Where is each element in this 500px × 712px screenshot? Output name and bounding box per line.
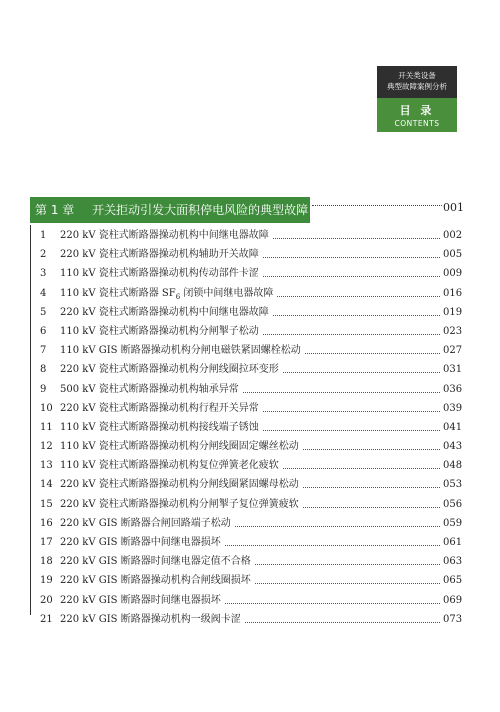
toc-entry-number: 4	[40, 287, 47, 299]
toc-entry[interactable]	[30, 264, 470, 283]
toc-entry-page: 048	[443, 460, 463, 472]
toc-leader-dots	[277, 296, 440, 297]
toc-leader-dots	[235, 526, 440, 527]
toc-entry-number: 11	[40, 421, 53, 433]
toc-entry[interactable]	[30, 475, 470, 494]
series-header	[377, 66, 457, 132]
toc-entry[interactable]	[30, 533, 470, 552]
toc-entry-page: 005	[443, 249, 463, 261]
toc-entry-title: 220 kV GIS 断路器中间继电器损坏	[60, 537, 221, 548]
toc-leader-dots	[303, 449, 440, 450]
toc-leader-dots	[255, 564, 440, 565]
toc-entry[interactable]	[30, 303, 470, 322]
toc-entry-title: 220 kV GIS 断路器时间继电器定值不合格	[60, 556, 251, 568]
chapter-page-number: 001	[443, 201, 464, 214]
toc-entry-title: 220 kV 瓷柱式断路器操动机构分闸掣子复位弹簧疲软	[60, 498, 299, 510]
toc-entry-number: 12	[40, 441, 53, 453]
toc-entry-number: 7	[40, 345, 47, 357]
toc-entry[interactable]	[30, 571, 470, 590]
toc-entry-page: 061	[443, 537, 463, 548]
toc-entry-number: 17	[40, 537, 53, 548]
toc-leader-dots	[303, 487, 440, 488]
toc-entry-number: 13	[40, 460, 53, 472]
toc-entry[interactable]	[30, 437, 470, 456]
toc-entry-number: 9	[40, 383, 47, 395]
toc-leader-dots	[225, 545, 440, 546]
toc-subtitle: CONTENTS	[394, 119, 440, 128]
toc-entry-page: 009	[443, 268, 463, 280]
toc-title-block	[377, 98, 457, 132]
toc-entry-title: 220 kV GIS 断路器操动机构一级阀卡涩	[60, 613, 241, 625]
toc-entry[interactable]	[30, 552, 470, 571]
toc-entry-title: 220 kV GIS 断路器操动机构合闸线圈损坏	[60, 575, 251, 587]
series-title-line1: 开关类设备	[398, 71, 436, 80]
toc-entry-page: 039	[443, 402, 463, 414]
toc-entry-title: 220 kV 瓷柱式断路器操动机构分闸线圈紧固螺母松动	[60, 479, 299, 491]
toc-leader-dots	[273, 238, 440, 239]
toc-entry-page: 027	[443, 345, 463, 357]
toc-entry[interactable]	[30, 226, 470, 245]
chapter-leader-dots	[312, 205, 442, 206]
toc-leader-dots	[225, 603, 440, 604]
toc-leader-dots	[283, 372, 440, 373]
toc-entry-page: 002	[443, 230, 463, 241]
chapter-heading[interactable]	[30, 197, 310, 223]
toc-entry-page: 031	[443, 364, 463, 376]
toc-entry-page: 056	[443, 498, 463, 510]
toc-entry-title: 110 kV 瓷柱式断路器操动机构接线端子锈蚀	[60, 421, 259, 433]
toc-entry-page: 041	[443, 421, 463, 433]
series-title-block	[377, 66, 457, 98]
toc-entry-page: 016	[443, 287, 463, 299]
toc-title: 目 录	[399, 104, 435, 117]
toc-entry[interactable]	[30, 322, 470, 341]
toc-entry[interactable]	[30, 418, 470, 437]
toc-leader-dots	[283, 468, 440, 469]
toc-entry-title: 110 kV 瓷柱式断路器 $SF_6$ 闭锁中间继电器故障	[60, 287, 274, 301]
toc-leader-dots	[245, 622, 440, 623]
series-title-line2: 典型故障案例分析	[387, 82, 447, 91]
toc-entry[interactable]	[30, 514, 470, 533]
toc-entry-title: 110 kV 瓷柱式断路器操动机构复位弹簧老化疲软	[60, 460, 279, 472]
toc-entry-page: 023	[443, 325, 463, 337]
toc-leader-dots	[255, 583, 440, 584]
toc-entry-number: 6	[40, 325, 47, 337]
toc-entry-page: 053	[443, 479, 463, 491]
toc-entry-number: 5	[40, 306, 47, 318]
toc-entry-number: 19	[40, 575, 53, 587]
toc-entry[interactable]	[30, 456, 470, 475]
toc-entry[interactable]	[30, 245, 470, 264]
toc-entry[interactable]	[30, 591, 470, 610]
toc-entry-page: 059	[443, 517, 463, 529]
toc-entry-number: 10	[40, 402, 53, 414]
toc-entry-title: 110 kV 瓷柱式断路器操动机构分闸掣子松动	[60, 325, 259, 337]
toc-entry-number: 3	[40, 268, 47, 280]
toc-entry-title: 220 kV 瓷柱式断路器操动机构分闸线圈拉环变形	[60, 364, 279, 376]
toc-leader-dots	[243, 392, 440, 393]
toc-entry-page: 063	[443, 556, 463, 568]
chapter-number: 第 1 章	[35, 203, 75, 217]
toc-entry-page: 073	[443, 613, 463, 625]
toc-entry-number: 16	[40, 517, 53, 529]
toc-entry-title: 110 kV GIS 断路器操动机构分闸电磁铁紧固螺栓松动	[60, 345, 301, 357]
toc-leader-dots	[263, 334, 440, 335]
toc-entry[interactable]	[30, 495, 470, 514]
toc-entry-title: 220 kV 瓷柱式断路器操动机构辅助开关故障	[60, 249, 259, 261]
toc-entry-number: 21	[40, 613, 53, 625]
toc-entry[interactable]	[30, 380, 470, 399]
toc-entry-number: 2	[40, 249, 47, 261]
toc-leader-dots	[263, 276, 440, 277]
toc-entry-number: 18	[40, 556, 53, 568]
toc-entry-title: 220 kV GIS 断路器合闸回路端子松动	[60, 517, 231, 529]
toc-entry[interactable]	[30, 610, 470, 629]
toc-entry-title: 220 kV GIS 断路器时间继电器损坏	[60, 594, 221, 606]
toc-entry-number: 15	[40, 498, 53, 510]
toc-entry-title: 220 kV 瓷柱式断路器操动机构行程开关异常	[60, 402, 259, 414]
toc-entry-page: 019	[443, 306, 463, 318]
toc-entry-page: 036	[443, 383, 463, 395]
toc-entry-number: 14	[40, 479, 53, 491]
toc-entry[interactable]	[30, 284, 470, 303]
toc-entry[interactable]	[30, 360, 470, 379]
toc-entry-list	[30, 226, 470, 629]
toc-entry-title: 220 kV 瓷柱式断路器操动机构中间继电器故障	[60, 306, 269, 318]
toc-leader-dots	[263, 257, 440, 258]
toc-entry-number: 8	[40, 364, 47, 376]
chapter-title: 开关拒动引发大面积停电风险的典型故障	[92, 203, 309, 217]
toc-leader-dots	[305, 353, 440, 354]
toc-entry-title: 110 kV 瓷柱式断路器操动机构传动部件卡涩	[60, 268, 259, 280]
toc-entry-title: 500 kV 瓷柱式断路器操动机构轴承异常	[60, 383, 239, 395]
toc-leader-dots	[263, 411, 440, 412]
toc-entry-number: 1	[40, 230, 47, 241]
toc-entry-number: 20	[40, 594, 53, 606]
toc-entry-page: 065	[443, 575, 463, 587]
toc-leader-dots	[263, 430, 440, 431]
toc-leader-dots	[303, 507, 440, 508]
toc-entry-page: 069	[443, 594, 463, 606]
toc-entry-page: 043	[443, 441, 463, 453]
toc-leader-dots	[273, 315, 440, 316]
toc-entry-title: 220 kV 瓷柱式断路器操动机构中间继电器故障	[60, 230, 269, 241]
toc-entry[interactable]	[30, 341, 470, 360]
toc-entry-title: 110 kV 瓷柱式断路器操动机构分闸线圈固定螺丝松动	[60, 441, 299, 453]
toc-entry[interactable]	[30, 399, 470, 418]
